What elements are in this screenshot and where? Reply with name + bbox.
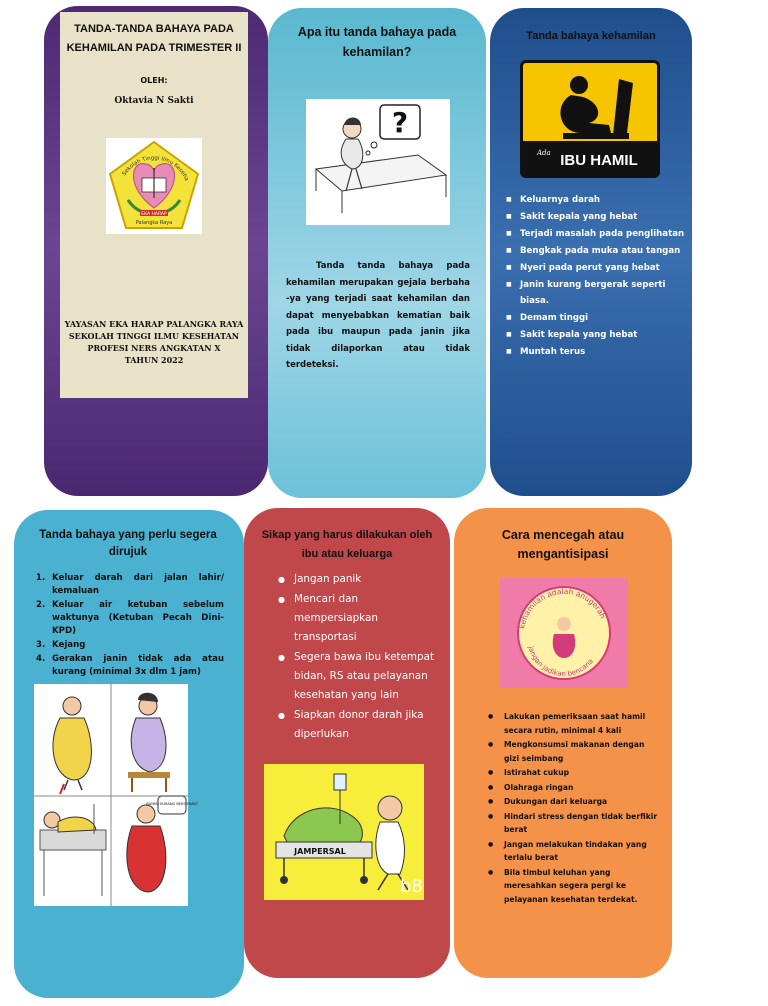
- cover-institution: [62, 318, 246, 366]
- pentagon-logo-icon: [106, 138, 202, 234]
- cover-author: Oktavia N Sakti: [114, 96, 194, 106]
- list-item: [34, 599, 224, 638]
- definition-title: Apa itu tanda bahaya pada kehamilan?: [297, 25, 457, 59]
- list-item: ■ Keluarnya darah: [506, 192, 686, 208]
- referral-list: [34, 572, 224, 680]
- cover-card: [60, 12, 248, 398]
- speech-bubble-text: BAYIKU KURANG BERGERAK?: [146, 802, 198, 806]
- prevention-list: [486, 710, 662, 907]
- list-item: ● Mencari dan mempersiapkan transportasi: [278, 590, 442, 647]
- list-item: ● Bila timbul keluhan yang meresahkan segera pergi ke pelayanan kesehatan terdekat.: [486, 866, 662, 907]
- item-number: 3.: [36, 640, 46, 650]
- list-item: ● Hindari stress dengan tidak berfikir berat: [486, 810, 662, 837]
- logo-bottom-text: Palangka Raya: [135, 220, 173, 226]
- list-item: ■ Demam tinggi: [506, 310, 686, 326]
- sign-small-text: Ada: [537, 149, 551, 157]
- logo-ribbon-text: EKA HARAP: [141, 212, 167, 217]
- list-item: ■ Terjadi masalah pada penglihatan: [506, 226, 686, 242]
- institution-line: TAHUN 2022: [124, 355, 184, 365]
- stretcher-patient-icon: [264, 764, 424, 900]
- list-item: ■ Janin kurang bergerak seperti biasa.: [506, 277, 686, 309]
- item-text: Gerakan janin tidak ada atau kurang (minimal 3x dlm 1 jam): [52, 654, 224, 677]
- list-item: ● Segera bawa ibu ketempat bidan, RS atau pelayanan kesehatan yang lain: [278, 648, 442, 705]
- institution-line: PROFESI NERS ANGKATAN X: [87, 343, 221, 353]
- referral-illustration-grid: [34, 684, 198, 906]
- badge-bottom-text: jangan jadikan bencana: [526, 645, 595, 679]
- institution-line: SEKOLAH TINGGI ILMU KESEHATAN: [68, 331, 240, 341]
- pregnant-woman-question-icon: [306, 99, 450, 225]
- list-item: ■ Muntah terus: [506, 344, 686, 360]
- item-text: Kejang: [52, 640, 86, 650]
- corner-mark: b8: [400, 876, 423, 897]
- item-number: 2.: [36, 600, 46, 610]
- question-mark: ?: [391, 106, 409, 139]
- item-text: Keluar darah dari jalan lahir/ kemaluan: [52, 573, 224, 596]
- anugerah-badge-icon: [500, 578, 628, 688]
- danger-signs-list: [506, 192, 686, 361]
- referral-title: Tanda bahaya yang perlu segera dirujuk: [39, 529, 217, 558]
- pregnant-seat-sign-icon: [523, 63, 657, 175]
- institution-line: YAYASAN EKA HARAP PALANGKA RAYA: [64, 319, 244, 329]
- attitude-title: Sikap yang harus dilakukan oleh ibu atau keluarga: [261, 529, 433, 560]
- logo-top-text: Sekolah Tinggi Ilmu Keseha: [121, 155, 190, 183]
- list-item: ● Istirahat cukup: [486, 766, 662, 780]
- list-item: ● Jangan melakukan tindakan yang terlalu berat: [486, 838, 662, 865]
- question-illustration: [306, 99, 450, 225]
- cover-oleh: OLEH:: [140, 76, 168, 85]
- list-item: ■ Nyeri pada perut yang hebat: [506, 260, 686, 276]
- pregnant-sign-image: [520, 60, 660, 178]
- institution-logo: [106, 138, 202, 234]
- stretcher-label: JAMPERSAL: [294, 847, 346, 856]
- list-item: ● Dukungan dari keluarga: [486, 795, 662, 809]
- list-item: [34, 653, 224, 679]
- prevention-title: Cara mencegah atau mengantisipasi: [501, 528, 625, 561]
- list-item: [34, 572, 224, 598]
- pregnant-women-illustrations-icon: [34, 684, 198, 906]
- anugerah-badge: [500, 578, 628, 688]
- definition-panel: [268, 8, 486, 498]
- list-item: ■ Sakit kepala yang hebat: [506, 327, 686, 343]
- list-item: ■ Sakit kepala yang hebat: [506, 209, 686, 225]
- item-text: Keluar air ketuban sebelum waktunya (Ketuban Pecah Dini-KPD): [52, 600, 224, 636]
- list-item: [34, 639, 224, 652]
- attitude-list: [278, 570, 442, 745]
- badge-top-text: kehamilan adalah anugerah: [517, 586, 608, 630]
- sign-main-text: IBU HAMIL: [560, 152, 638, 169]
- list-item: ● Olahraga ringan: [486, 781, 662, 795]
- item-number: 1.: [36, 573, 46, 583]
- definition-text: Tanda tanda bahaya pada kehamilan merupakan gejala berbaha -ya yang terjadi saat kehamilan dan dapat menyebabkan kematian baik pada ibu maupun pada janin jika tidak dilaporkan atau tidak terdeteksi.: [286, 261, 470, 370]
- list-item: ● Siapkan donor darah jika diperlukan: [278, 706, 442, 744]
- list-item: ● Jangan panik: [278, 570, 442, 589]
- list-item: ● Mengkonsumsi makanan dengan gizi seimbang: [486, 738, 662, 765]
- list-item: ● Lakukan pemeriksaan saat hamil secara rutin, minimal 4 kali: [486, 710, 662, 737]
- cover-title: TANDA-TANDA BAHAYA PADA KEHAMILAN PADA TRIMESTER II: [66, 23, 242, 54]
- list-item: ■ Bengkak pada muka atau tangan: [506, 243, 686, 259]
- danger-signs-title: Tanda bahaya kehamilan: [526, 30, 656, 42]
- item-number: 4.: [36, 654, 46, 664]
- stretcher-illustration: [264, 764, 424, 900]
